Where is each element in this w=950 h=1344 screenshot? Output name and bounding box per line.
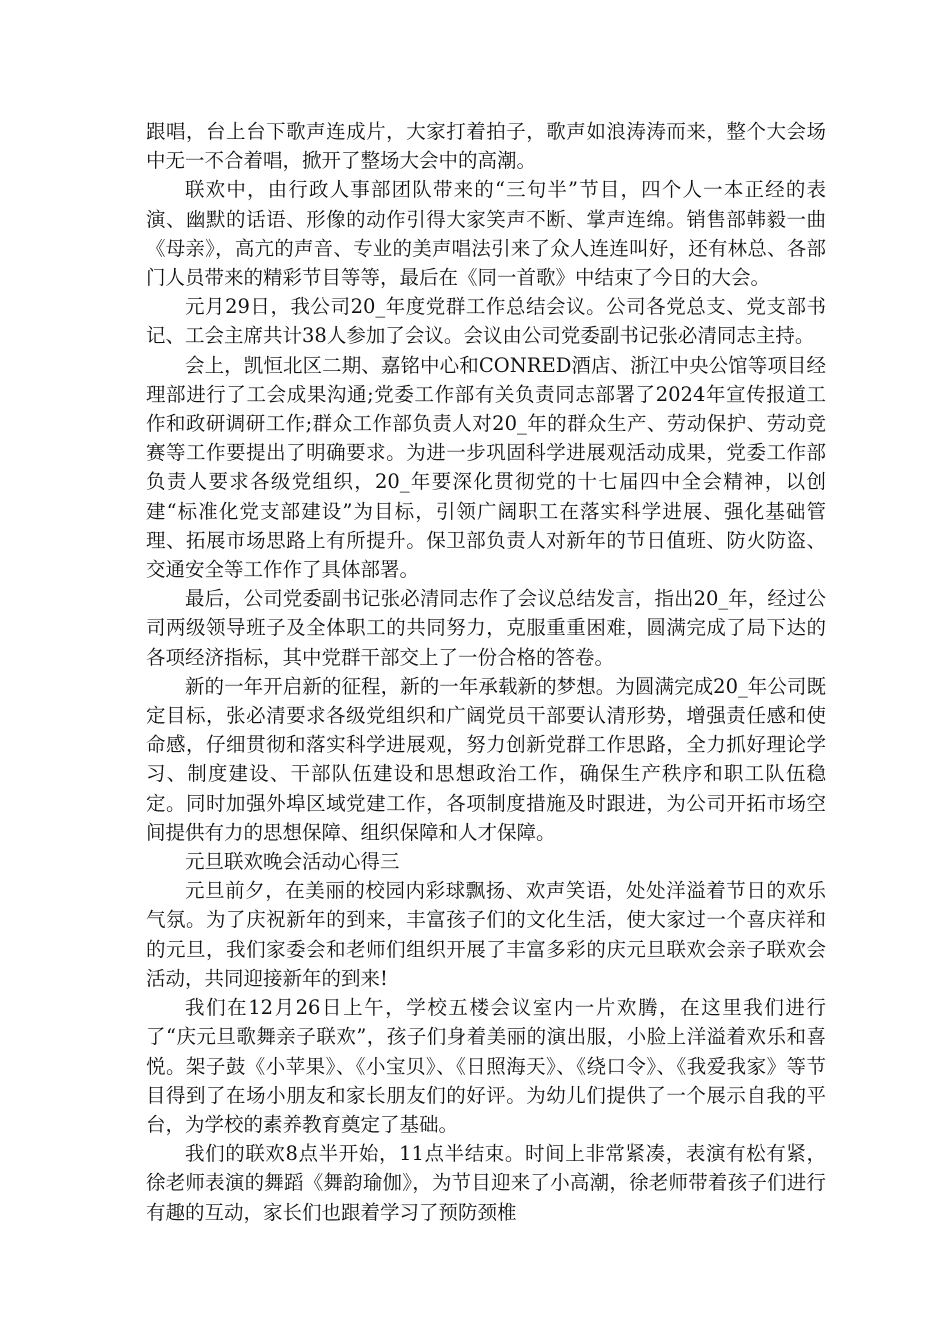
paragraph-7: 元旦前夕，在美丽的校园内彩球飘扬、欢声笑语，处处洋溢着节日的欢乐气氛。为了庆祝新年的到来，丰富孩子们的文化生活，使大家过一个喜庆祥和的元旦，我们家委会和老师们组织开展了丰富多彩的庆元旦联欢会亲子联欢会活动，共同迎接新年的到来! xyxy=(146,879,826,990)
paragraph-8: 我们在12月26日上午，学校五楼会议室内一片欢腾，在这里我们进行了“庆元旦歌舞亲子联欢”，孩子们身着美丽的演出服，小脸上洋溢着欢乐和喜悦。架子鼓《小苹果》、《小宝贝》、《日照海天》、《绕口令》、《我爱我家》等节目得到了在场小朋友和家长朋友们的好评。为幼儿们提供了一个展示自我的平台，为学校的素养教育奠定了基础。 xyxy=(146,996,826,1136)
document-page xyxy=(146,117,826,1227)
paragraph-6: 新的一年开启新的征程，新的一年承载新的梦想。为圆满完成20_年公司既定目标，张必清要求各级党组织和广阔党员干部要认清形势，增强责任感和使命感，仔细贯彻和落实科学进展观，努力创新党群工作思路，全力抓好理论学习、制度建设、干部队伍建设和思想政治工作，确保生产秩序和职工队伍稳定。同时加强外埠区域党建工作，各项制度措施及时跟进，为公司开拓市场空间提供有力的思想保障、组织保障和人才保障。 xyxy=(146,674,826,844)
paragraph-5: 最后，公司党委副书记张必清同志作了会议总结发言，指出20_年，经过公司两级领导班子及全体职工的共同努力，克服重重困难，圆满完成了局下达的各项经济指标，其中党群干部交上了一份合格的答卷。 xyxy=(146,587,826,669)
paragraph-1: 跟唱，台上台下歌声连成片，大家打着拍子，歌声如浪涛涛而来，整个大会场中无一不合着唱，掀开了整场大会中的高潮。 xyxy=(146,120,826,173)
section-heading: 元旦联欢晚会活动心得三 xyxy=(185,850,400,874)
paragraph-2: 联欢中，由行政人事部团队带来的“三句半”节目，四个人一本正经的表演、幽默的话语、形像的动作引得大家笑声不断、掌声连绵。销售部韩毅一曲《母亲》，高亢的声音、专业的美声唱法引来了众人连连叫好，还有林总、各部门人员带来的精彩节目等等，最后在《同一首歌》中结束了今日的大会。 xyxy=(146,178,826,290)
paragraph-9: 我们的联欢8点半开始，11点半结束。时间上非常紧凑，表演有松有紧，徐老师表演的舞蹈《舞韵瑜伽》，为节目迎来了小高潮，徐老师带着孩子们进行有趣的互动，家长们也跟着学习了预防颈椎 xyxy=(146,1142,826,1224)
paragraph-4: 会上，凯恒北区二期、嘉铭中心和CONRED酒店、浙江中央公馆等项目经理部进行了工会成果沟通;党委工作部有关负责同志部署了2024年宣传报道工作和政研调研工作;群众工作部负责人对20_年的群众生产、劳动保护、劳动竞赛等工作要提出了明确要求。为进一步巩固科学进展观活动成果，党委工作部负责人要求各级党组织，20_年要深化贯彻党的十七届四中全会精神，以创建“标准化党支部建设”为目标，引领广阔职工在落实科学进展、强化基础管理、拓展市场思路上有所提升。保卫部负责人对新年的节日值班、防火防盗、交通安全等工作作了具体部署。 xyxy=(146,353,826,582)
paragraph-3: 元月29日，我公司20_年度党群工作总结会议。公司各党总支、党支部书记、工会主席共计38人参加了会议。会议由公司党委副书记张必清同志主持。 xyxy=(146,295,826,348)
